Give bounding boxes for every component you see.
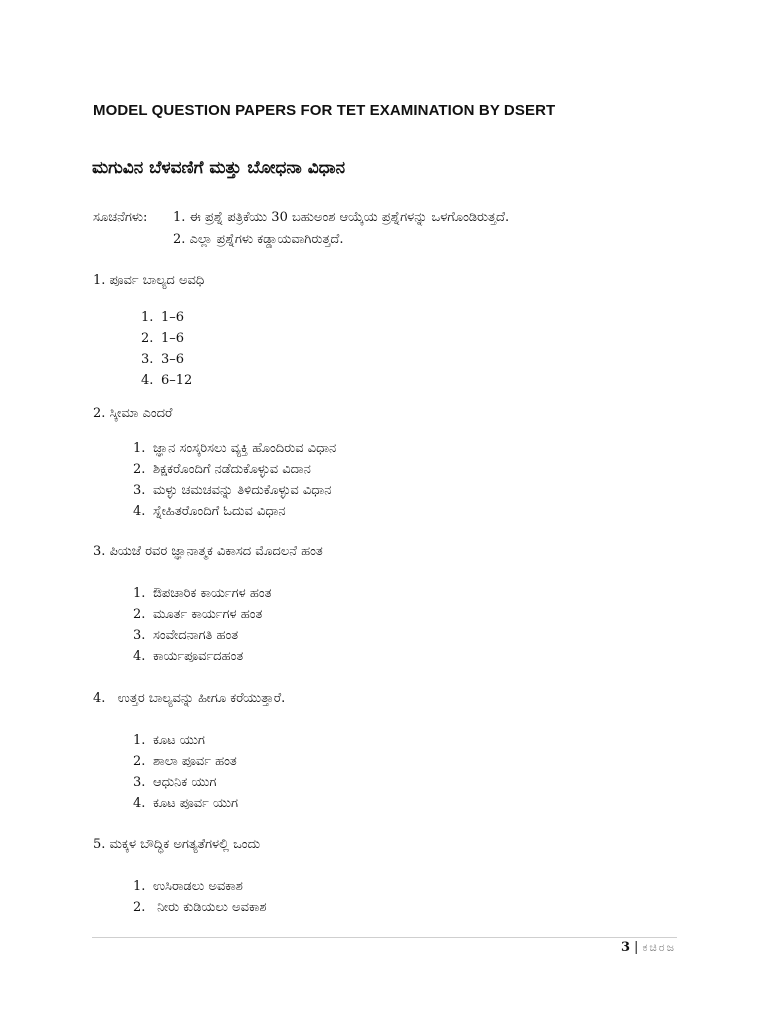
subject-title: ಮಗುವಿನ ಬೆಳವಣಿಗೆ ಮತ್ತು ಬೋಧನಾ ವಿಧಾನ bbox=[92, 158, 346, 178]
option-number: 1. bbox=[133, 441, 146, 456]
question-4: 4. ಉತ್ತರ ಬಾಲ್ಯವನ್ನು ಹೀಗೂ ಕರೆಯುತ್ತಾರೆ. bbox=[93, 691, 286, 706]
instructions-label: ಸೂಚನೆಗಳು: bbox=[93, 210, 148, 225]
option-item bbox=[133, 504, 286, 519]
page-number: 3 bbox=[621, 940, 631, 955]
option-text: ಜ್ಞಾನ ಸಂಸ್ಕರಿಸಲು ವ್ಯಕ್ತಿ ಹೊಂದಿರುವ ವಿಧಾನ bbox=[153, 441, 337, 456]
footer-divider bbox=[92, 937, 677, 938]
option-item bbox=[133, 879, 243, 894]
option-item bbox=[133, 483, 332, 498]
question-5: 5. ಮಕ್ಕಳ ಬೌದ್ಧಿಕ ಅಗತ್ಯತೆಗಳಲ್ಲಿ ಒಂದು bbox=[93, 837, 261, 852]
question-1: 1. ಪೂರ್ವ ಬಾಲ್ಯದ ಅವಧಿ bbox=[93, 273, 205, 288]
option-text: ಶಾಲಾ ಪೂರ್ವ ಹಂತ bbox=[153, 754, 237, 769]
option-text: ಆಧುನಿಕ ಯುಗ bbox=[153, 775, 217, 790]
option-item bbox=[133, 462, 311, 477]
footer-separator: | bbox=[634, 940, 639, 955]
page-footer bbox=[621, 940, 676, 955]
option-item bbox=[133, 754, 237, 769]
option-text: 6–12 bbox=[161, 373, 193, 388]
question-2: 2. ಸ್ಕೀಮಾ ಎಂದರೆ bbox=[93, 406, 173, 421]
option-number: 1. bbox=[141, 310, 154, 325]
footer-brand: ಕಚಿರಜ bbox=[642, 941, 676, 954]
option-item bbox=[133, 607, 262, 622]
option-item bbox=[133, 900, 267, 915]
option-text: ಶಿಕ್ಷಕರೊಂದಿಗೆ ನಡೆದುಕೊಳ್ಳುವ ವಿದಾನ bbox=[153, 462, 311, 477]
option-number: 2. bbox=[133, 607, 146, 622]
option-item bbox=[133, 775, 216, 790]
option-number: 2. bbox=[133, 462, 146, 477]
option-item bbox=[133, 441, 336, 456]
option-text: ಸ್ನೇಹಿತರೊಂದಿಗೆ ಓದುವ ವಿಧಾನ bbox=[153, 504, 286, 519]
option-number: 4. bbox=[133, 649, 146, 664]
option-number: 3. bbox=[133, 483, 146, 498]
option-number: 4. bbox=[133, 504, 146, 519]
option-number: 1. bbox=[133, 586, 146, 601]
option-text: ಸಂವೇದನಾಗತಿ ಹಂತ bbox=[153, 628, 239, 643]
option-text: ಔಪಚಾರಿಕ ಕಾರ್ಯಗಳ ಹಂತ bbox=[153, 586, 272, 601]
option-text: ಮಳ್ಳು ಚಮಚವನ್ನು ತಿಳಿದುಕೊಳ್ಳುವ ವಿಧಾನ bbox=[153, 483, 332, 498]
option-number: 3. bbox=[133, 628, 146, 643]
option-text: 3–6 bbox=[161, 352, 185, 367]
option-number: 2. bbox=[141, 331, 154, 346]
option-text: ಕಾರ್ಯಪೂರ್ವದಹಂತ bbox=[153, 649, 244, 664]
option-text: ಕೂಟ ಪೂರ್ವ ಯುಗ bbox=[153, 796, 239, 811]
option-item bbox=[133, 733, 205, 748]
option-item bbox=[141, 373, 192, 388]
option-item bbox=[133, 796, 238, 811]
option-text: 1–6 bbox=[161, 310, 185, 325]
option-text: ಉಸಿರಾಡಲು ಅವಕಾಶ bbox=[153, 879, 243, 894]
question-3: 3. ಪಿಯಜೆ ರವರ ಜ್ಞಾನಾತ್ಮಕ ವಿಕಾಸದ ಮೊದಲನೆ ಹಂತ bbox=[93, 544, 323, 559]
option-item bbox=[133, 649, 243, 664]
option-item bbox=[133, 628, 238, 643]
instruction-item: 2. ಎಲ್ಲಾ ಪ್ರಶ್ನೆಗಳು ಕಡ್ಡಾಯವಾಗಿರುತ್ತದೆ. bbox=[173, 232, 344, 247]
option-item bbox=[141, 352, 184, 367]
instruction-item: 1. ಈ ಪ್ರಶ್ನೆ ಪತ್ರಿಕೆಯು 30 ಬಹುಅಂಶ ಆಯ್ಕೆಯ ಪ್ರಶ್ನೆಗಳನ್ನು ಒಳಗೊಂಡಿರುತ್ತದೆ. bbox=[173, 210, 510, 225]
option-item bbox=[141, 331, 184, 346]
option-item bbox=[141, 310, 184, 325]
option-number: 1. bbox=[133, 879, 146, 894]
option-text: ಮೂರ್ತ ಕಾರ್ಯಗಳ ಹಂತ bbox=[153, 607, 263, 622]
option-number: 4. bbox=[141, 373, 154, 388]
option-text: ನೀರು ಕುಡಿಯಲು ಅವಕಾಶ bbox=[153, 900, 267, 915]
option-number: 2. bbox=[133, 754, 146, 769]
option-number: 3. bbox=[133, 775, 146, 790]
option-text: 1–6 bbox=[161, 331, 185, 346]
option-number: 4. bbox=[133, 796, 146, 811]
option-item bbox=[133, 586, 272, 601]
option-text: ಕೂಟ ಯುಗ bbox=[153, 733, 205, 748]
option-number: 2. bbox=[133, 900, 146, 915]
option-number: 3. bbox=[141, 352, 154, 367]
page-header: MODEL QUESTION PAPERS FOR TET EXAMINATION BY DSERT bbox=[93, 102, 556, 119]
option-number: 1. bbox=[133, 733, 146, 748]
